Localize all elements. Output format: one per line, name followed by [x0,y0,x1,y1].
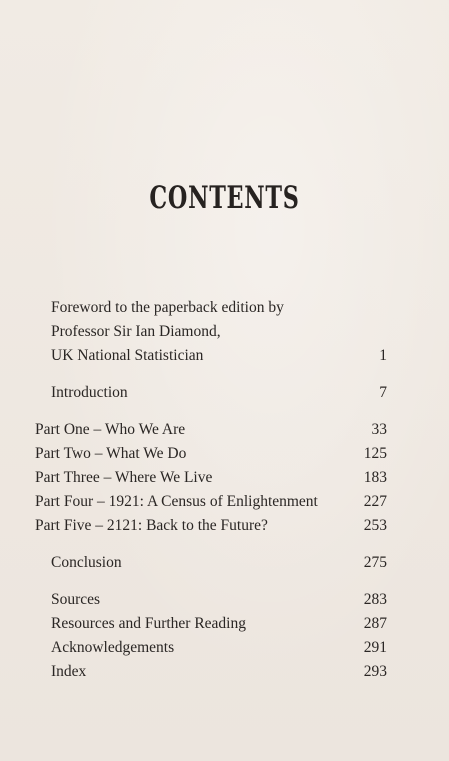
toc-entry-page: 183 [363,469,387,486]
toc-entry-conclusion [51,553,387,573]
toc-entry-title: Conclusion [51,554,122,571]
toc-entry-index [51,662,387,682]
toc-entry-resources [51,614,387,634]
toc-entry-sources [51,590,387,610]
toc-entry-title: Introduction [51,384,128,401]
toc-entry-title: Part Five – 2121: Back to the Future? [35,517,268,534]
toc-entry-title: Part Two – What We Do [35,445,187,462]
toc-entry-acknowledgements [51,638,387,658]
toc-entry-part-two [35,444,387,464]
foreword-line-2: Professor Sir Ian Diamond, [51,323,221,340]
toc-entry-page: 293 [363,663,387,680]
toc-entry-page: 7 [379,384,387,401]
toc-entry-page: 291 [363,639,387,656]
toc-entry-title: UK National Statistician [51,347,204,364]
toc-entry-title: Part Four – 1921: A Census of Enlightenment [35,493,318,510]
toc-entry-part-five [35,516,387,536]
toc-entry-page: 125 [363,445,387,462]
toc-entry-part-three [35,468,387,488]
toc-entry-page: 227 [363,493,387,510]
toc-entry-title: Sources [51,591,101,608]
toc-entry-page: 275 [363,554,387,571]
toc-entry-title: Part Three – Where We Live [35,469,213,486]
toc-entry-introduction [51,383,387,403]
toc-entry-page: 253 [363,517,387,534]
toc-entry-page: 283 [363,591,387,608]
toc-entry-page: 287 [363,615,387,632]
toc-entry-title: Part One – Who We Are [35,421,186,438]
toc-entry-foreword [51,346,387,366]
toc-entry-title: Resources and Further Reading [51,615,246,632]
toc-entry-part-one [35,420,387,440]
toc-entry-part-four [35,492,387,512]
toc-entry-title: Index [51,663,87,680]
foreword-line-1: Foreword to the paperback edition by [51,299,284,316]
toc-entry-title: Acknowledgements [51,639,175,656]
toc-entry-page: 33 [371,421,387,438]
toc-entry-page: 1 [379,347,387,364]
contents-heading: CONTENTS [149,180,300,216]
